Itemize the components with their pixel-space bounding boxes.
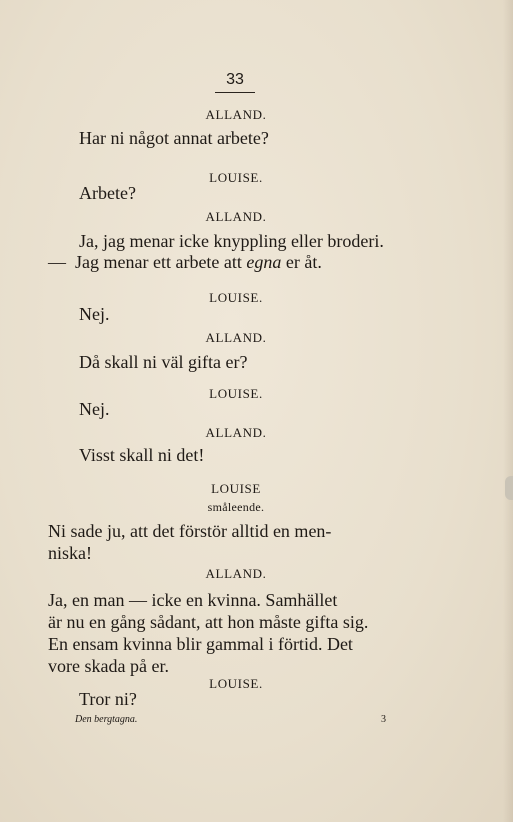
speaker-alland: ALLAND. xyxy=(205,209,267,224)
paragraph-line: niska! xyxy=(48,543,92,563)
dialogue-paragraph xyxy=(48,520,425,564)
speaker-louise: LOUISE. xyxy=(209,676,263,691)
speaker-alland: ALLAND. xyxy=(205,330,267,345)
dialogue-line: Då skall ni väl gifta er? xyxy=(79,352,248,372)
emphasized-word: egna xyxy=(246,252,282,272)
paragraph-line: Ja, en man — icke en kvinna. Samhället xyxy=(48,590,338,610)
signature-number: 3 xyxy=(381,714,386,725)
paragraph-line: En ensam kvinna blir gammal i förtid. Det xyxy=(48,634,353,654)
page-number: 33 xyxy=(226,71,244,88)
page-number-rule xyxy=(215,92,255,93)
speaker-louise: LOUISE xyxy=(211,481,261,496)
em-dash: — xyxy=(48,252,66,272)
speaker-louise: LOUISE. xyxy=(209,290,263,305)
page-tab-marker xyxy=(505,476,513,500)
speaker-louise: LOUISE. xyxy=(209,170,263,185)
text-run: er åt. xyxy=(281,252,322,272)
speaker-alland: ALLAND. xyxy=(205,566,267,581)
dialogue-line: Tror ni? xyxy=(79,689,137,709)
page-edge-shadow xyxy=(503,0,513,822)
paragraph-line: Ni sade ju, att det förstör alltid en men- xyxy=(48,521,332,541)
speaker-alland: ALLAND. xyxy=(205,425,267,440)
dialogue-line xyxy=(48,251,322,273)
text-run: Jag menar ett arbete att xyxy=(75,252,247,272)
dialogue-line: Ja, jag menar icke knyppling eller broderi. xyxy=(79,231,384,251)
dialogue-line: Arbete? xyxy=(79,183,136,203)
dialogue-line: Har ni något annat arbete? xyxy=(79,128,269,148)
paragraph-line: vore skada på er. xyxy=(48,656,169,676)
signature-mark: Den bergtagna. xyxy=(75,714,138,725)
dialogue-line: Nej. xyxy=(79,304,110,324)
paragraph-line: är nu en gång sådant, att hon måste gifta sig. xyxy=(48,612,369,632)
dialogue-line: Nej. xyxy=(79,399,110,419)
dialogue-paragraph xyxy=(48,589,425,677)
dialogue-line: Visst skall ni det! xyxy=(79,445,205,465)
speaker-alland: ALLAND. xyxy=(205,107,267,122)
speaker-louise: LOUISE. xyxy=(209,386,263,401)
stage-direction: småleende. xyxy=(207,500,265,514)
